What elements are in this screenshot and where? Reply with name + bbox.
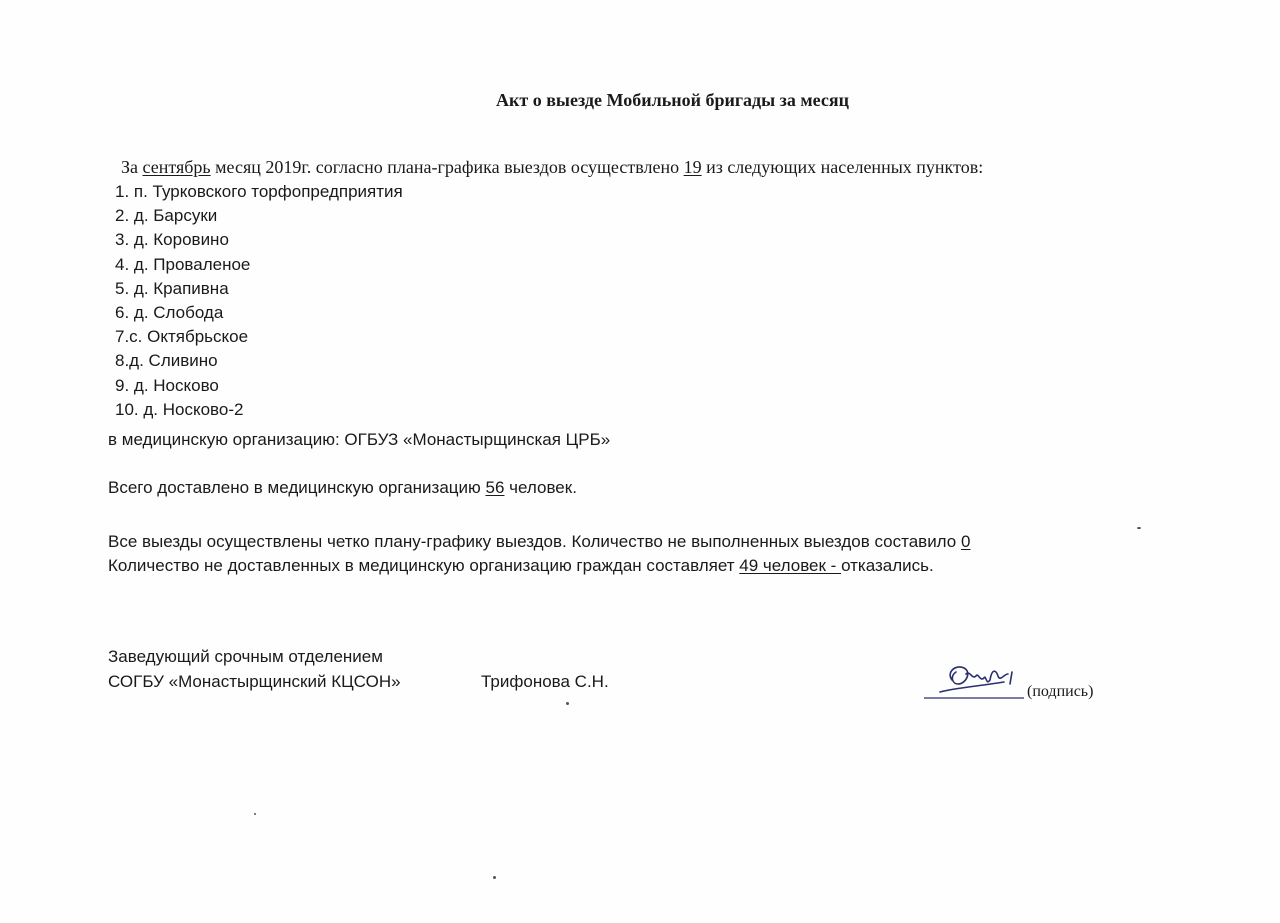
intro-paragraph <box>121 157 983 178</box>
refused-value: 49 человек - <box>739 556 842 575</box>
intro-prefix: За <box>121 157 143 177</box>
refused-prefix: Количество не доставленных в медицинскую организацию граждан составляет <box>108 556 740 575</box>
total-value: 56 <box>485 478 505 497</box>
list-item: 1. п. Турковского торфопредприятия <box>115 182 403 201</box>
refused-line <box>108 556 934 576</box>
list-item: 3. д. Коровино <box>115 230 229 250</box>
trips-line <box>108 532 970 552</box>
signatory-position: Заведующий срочным отделением <box>108 647 383 666</box>
organization-line: в медицинскую организацию: ОГБУЗ «Монастырщинская ЦРБ» <box>108 430 611 449</box>
refused-suffix: отказались. <box>841 556 934 575</box>
trips-prefix: Все выезды осуществлены четко плану-графику выездов. Количество не выполненных выездов составило <box>108 532 961 551</box>
scan-speck <box>566 702 569 705</box>
list-item: 2. д. Барсуки <box>115 206 218 226</box>
list-item: 8.д. Сливино <box>115 351 218 371</box>
missed-trips-value: 0 <box>960 532 971 551</box>
scan-speck <box>254 813 256 815</box>
total-suffix: человек. <box>504 478 577 497</box>
intro-suffix: из следующих населенных пунктов: <box>701 157 984 177</box>
intro-middle: месяц 2019г. согласно плана-графика выездов осуществлено <box>210 157 684 177</box>
document-title: Акт о выезде Мобильной бригады за месяц <box>496 90 849 110</box>
list-item: 5. д. Крапивна <box>115 278 229 298</box>
handwritten-signature <box>920 652 1030 712</box>
signatory-organization: СОГБУ «Монастырщинский КЦСОН» <box>108 672 401 691</box>
scan-speck <box>493 876 496 879</box>
total-delivered-line <box>108 478 577 498</box>
scan-speck <box>1137 527 1141 529</box>
list-item: 4. д. Проваленое <box>115 254 251 274</box>
signatory-name: Трифонова С.Н. <box>481 672 609 691</box>
total-prefix: Всего доставлено в медицинскую организацию <box>108 478 486 497</box>
report-month: сентябрь <box>142 157 211 177</box>
trip-count: 19 <box>683 157 702 177</box>
list-item: 9. д. Носково <box>115 375 219 395</box>
list-item: 6. д. Слобода <box>115 303 224 323</box>
list-item: 7.с. Октябрьское <box>115 327 249 347</box>
settlement-list <box>115 180 403 422</box>
list-item: 10. д. Носково-2 <box>115 399 244 419</box>
signature-caption: (подпись) <box>1027 683 1094 700</box>
